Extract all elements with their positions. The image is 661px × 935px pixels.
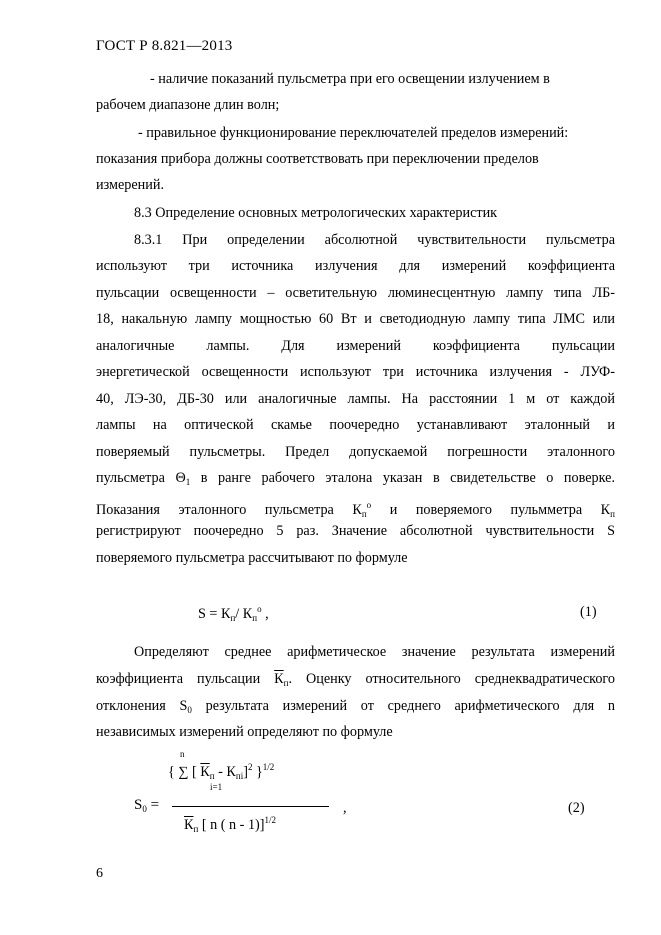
superscript: 2: [247, 762, 253, 772]
paragraph-line: - наличие показаний пульсметра при его освещении излучением в: [150, 71, 550, 87]
text-segment: . Оценку относительного среднеквадратического: [288, 671, 615, 687]
paragraph-line: 8.3.1 При определении абсолютной чувствительности пульсметра: [134, 232, 615, 248]
subscript: п: [252, 613, 258, 623]
text-segment: Показания эталонного пульсметра К: [96, 502, 362, 518]
formula-text: / К: [235, 606, 253, 622]
subscript: п: [209, 771, 215, 781]
formula-1: [198, 604, 269, 623]
superscript: 1/2: [264, 815, 276, 825]
fraction-bar: [172, 806, 329, 807]
paragraph-line: [96, 670, 615, 692]
text-segment: пульсметра Θ: [96, 470, 186, 486]
mean-symbol: К: [274, 671, 284, 687]
formula-text: ]: [243, 764, 248, 780]
paragraph-line: регистрируют поочередно 5 раз. Значение абсолютной чувствительности S: [96, 523, 615, 539]
paragraph-line: используют три источника излучения для измерений коэффициента: [96, 258, 615, 274]
subscript: 0: [187, 705, 192, 715]
formula-text: S = К: [198, 606, 231, 622]
paragraph-line: лампы на оптической скамье поочередно устанавливают эталонный и: [96, 417, 615, 433]
formula-text: [ n ( n - 1)]: [198, 817, 265, 833]
text-segment: коэффициента пульсации: [96, 671, 275, 687]
page-number: 6: [96, 866, 103, 881]
sum-upper-limit: n: [180, 749, 185, 759]
paragraph-line: Определяют среднее арифметическое значение результата измерений: [134, 644, 615, 660]
formula-2-comma: ,: [343, 800, 347, 816]
formula-text: }: [252, 764, 263, 780]
formula-text: S: [134, 797, 143, 813]
mean-symbol: К: [200, 764, 210, 780]
subscript: п: [230, 613, 236, 623]
subscript: п: [193, 824, 199, 834]
formula-2-lhs: [134, 797, 159, 814]
document-code-header: ГОСТ Р 8.821—2013: [96, 38, 233, 54]
paragraph-line: 40, ЛЭ-30, ДБ-30 или аналогичные лампы. На расстоянии 1 м от каждой: [96, 391, 615, 407]
section-title: 8.3 Определение основных метрологических характеристик: [134, 205, 498, 221]
paragraph-line: пульсации освещенности – осветительную люминесцентную лампу типа ЛБ-: [96, 285, 615, 301]
subscript: п: [610, 509, 615, 519]
equation-number: (1): [580, 604, 597, 620]
paragraph-line: энергетической освещенности используют три источника излучения - ЛУФ-: [96, 364, 615, 380]
text-segment: в ранге рабочего эталона указан в свидетельстве о поверке.: [190, 470, 615, 486]
paragraph-line: рабочем диапазоне длин волн;: [96, 97, 280, 113]
text-segment: и поверяемого пульмметра К: [371, 502, 611, 518]
subscript: пi: [235, 771, 244, 781]
formula-text: ,: [261, 606, 269, 622]
formula-text: - К: [214, 764, 236, 780]
paragraph-line: [96, 496, 615, 523]
formula-text: { ∑ [: [168, 764, 201, 780]
paragraph-line: измерений.: [96, 177, 164, 193]
superscript: о: [257, 604, 262, 614]
subscript: 1: [185, 477, 191, 487]
formula-text: =: [146, 797, 160, 813]
paragraph-line: показания прибора должны соответствовать при переключении пределов: [96, 151, 539, 167]
superscript: 1/2: [262, 762, 275, 772]
paragraph-line: [96, 469, 615, 491]
formula-2-numerator: [168, 762, 274, 781]
sum-lower-limit: i=1: [210, 782, 223, 792]
paragraph-line: - правильное функционирование переключателей пределов измерений:: [138, 125, 569, 141]
paragraph-line: независимых измерений определяют по формуле: [96, 724, 393, 740]
superscript: о: [366, 500, 372, 510]
formula-2-denominator: [184, 815, 276, 834]
subscript: п: [283, 678, 289, 688]
paragraph-line: поверяемого пульсметра рассчитывают по формуле: [96, 550, 408, 566]
paragraph-line: 18, накальную лампу мощностью 60 Вт и светодиодную лампу типа ЛМС или: [96, 311, 615, 327]
paragraph-line: [96, 697, 615, 719]
subscript: 0: [142, 804, 147, 814]
paragraph-line: поверяемый пульсметры. Предел допускаемой погрешности эталонного: [96, 444, 615, 460]
text-segment: отклонения S: [96, 698, 188, 714]
paragraph-line: аналогичные лампы. Для измерений коэффициента пульсации: [96, 338, 615, 354]
mean-symbol: К: [184, 817, 194, 833]
text-segment: результата измерений от среднего арифметического для n: [191, 698, 616, 714]
subscript: п: [361, 509, 367, 519]
equation-number: (2): [568, 800, 585, 816]
